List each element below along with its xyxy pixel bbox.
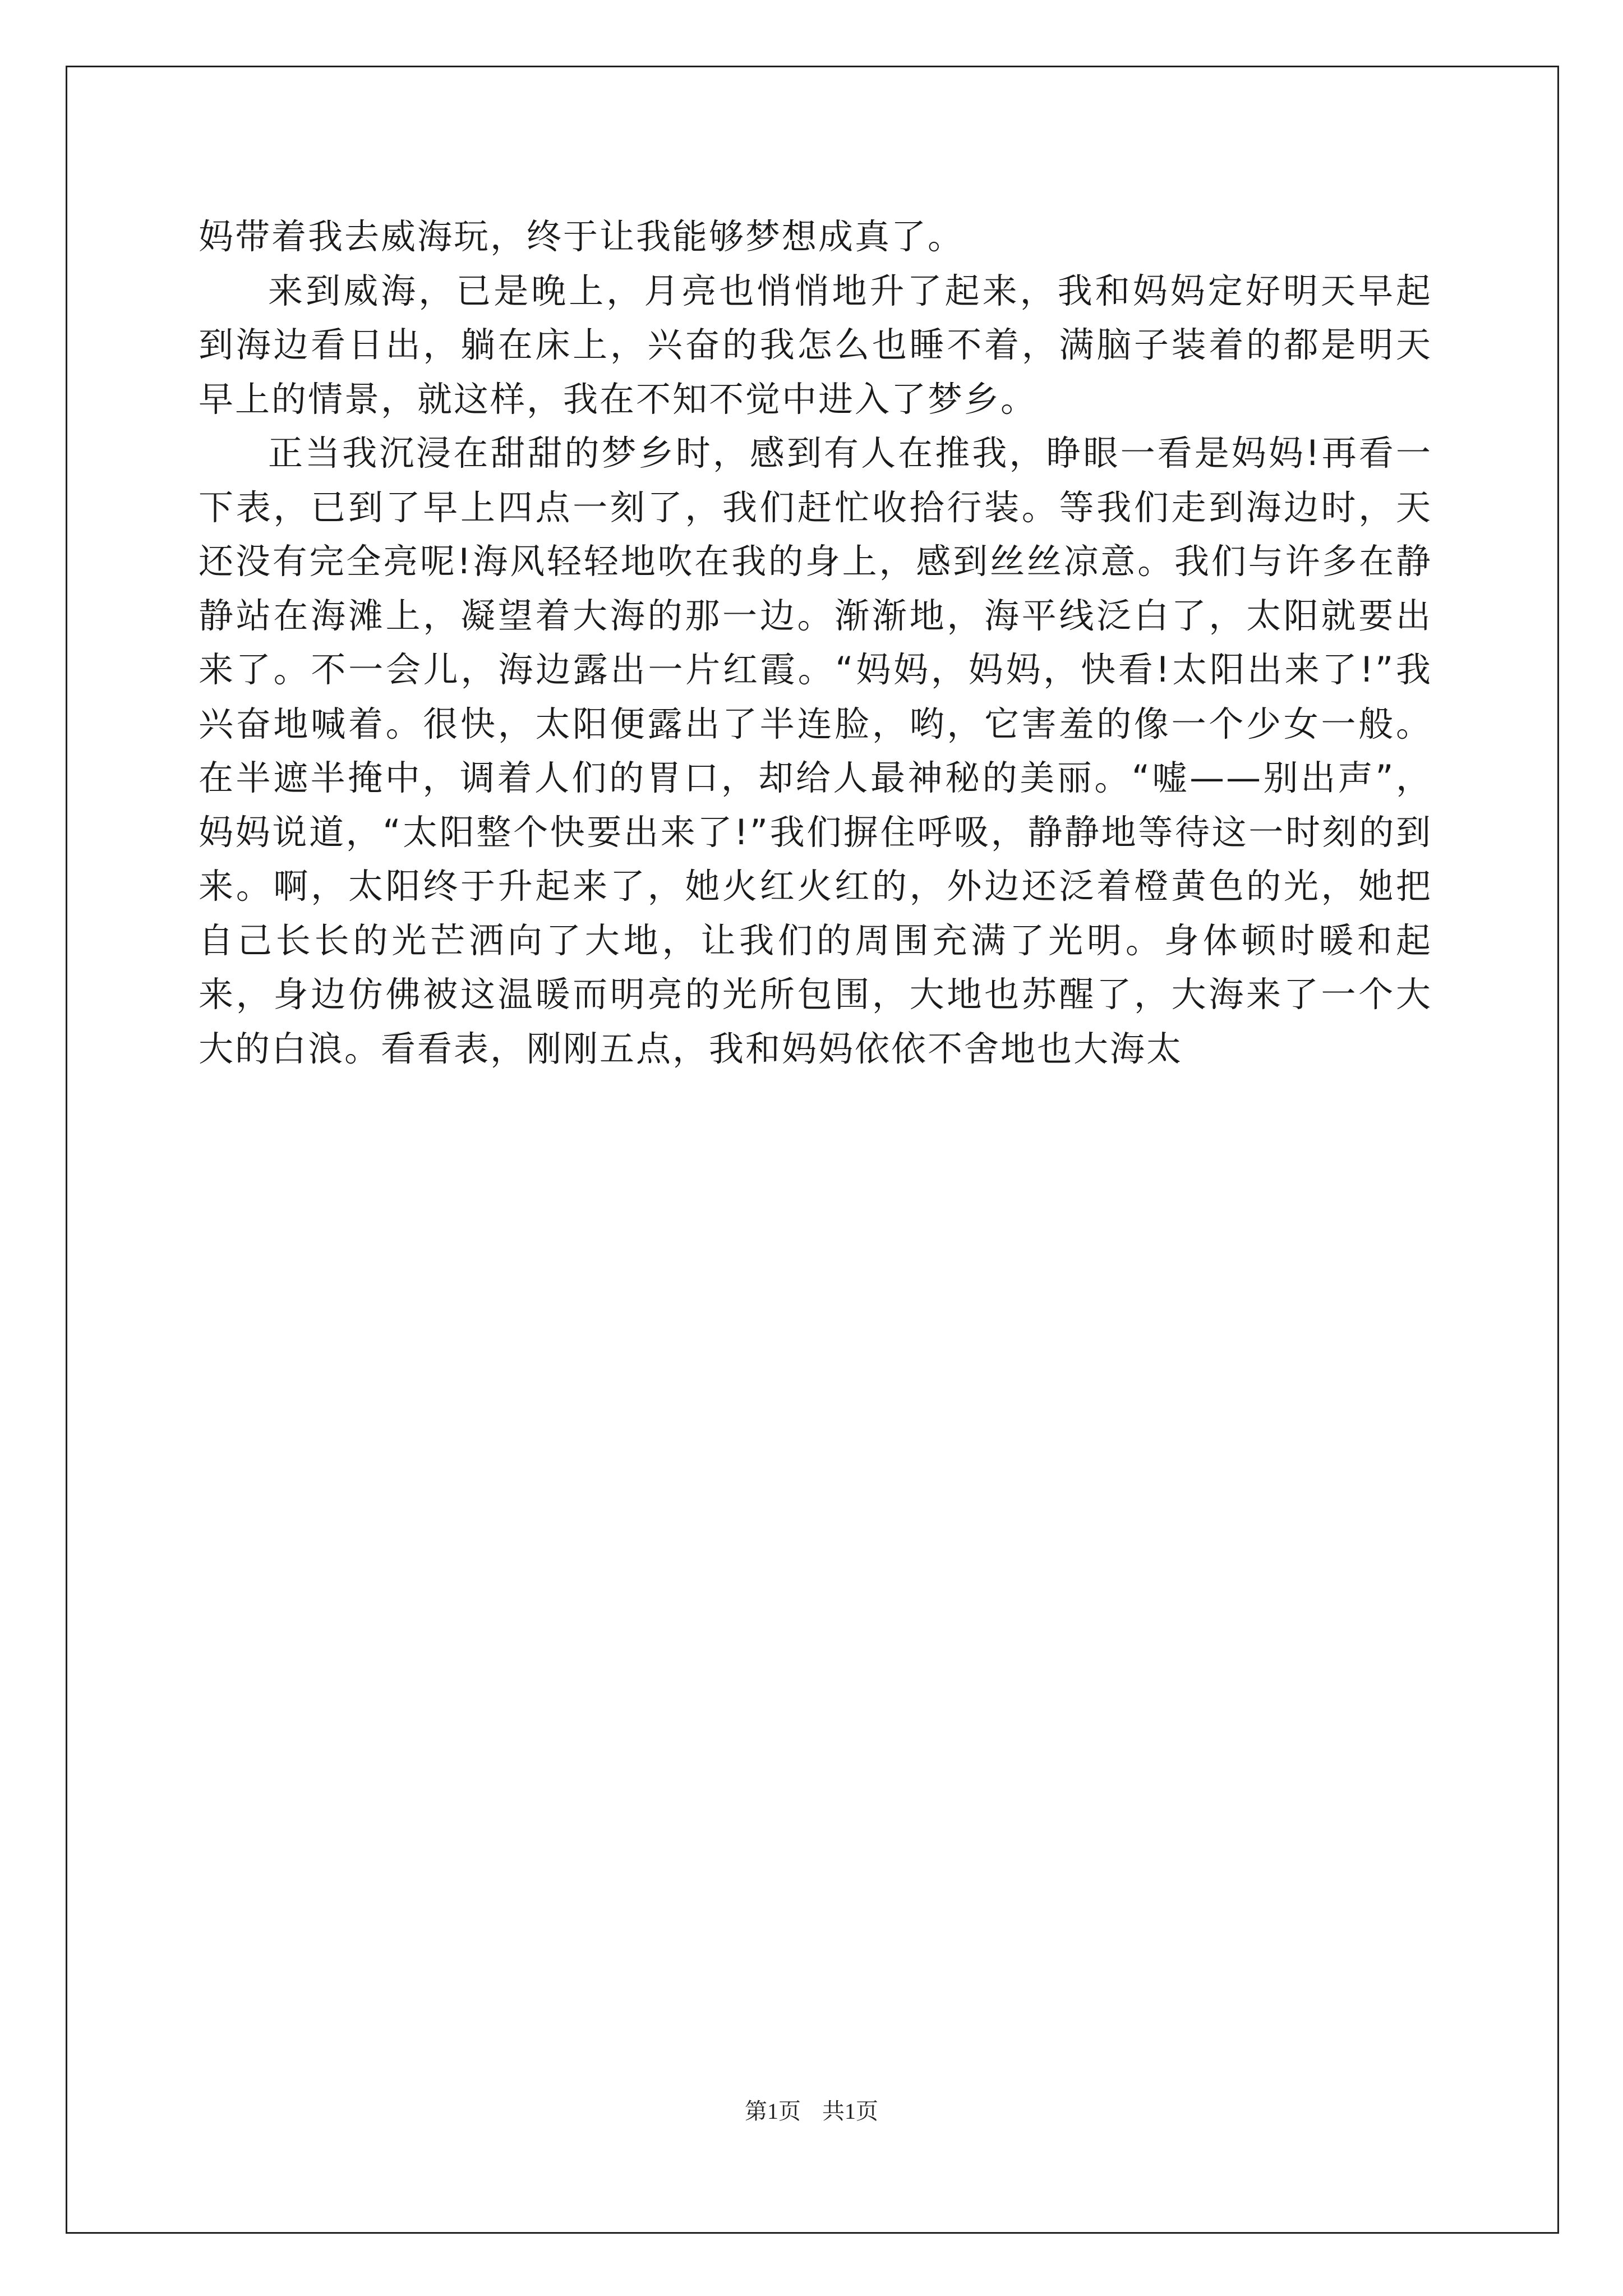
paragraph: 来到威海，已是晚上，月亮也悄悄地升了起来，我和妈妈定好明天早起到海边看日出，躺在床上，兴奋的我怎么也睡不着，满脑子装着的都是明天早上的情景，就这样，我在不知不觉中进入了梦乡。 (199, 270, 1432, 420)
document-body (199, 210, 1432, 1076)
paragraph-continuation: 妈带着我去威海玩，终于让我能够梦想成真了。 (199, 216, 965, 257)
paragraph: 正当我沉浸在甜甜的梦乡时，感到有人在推我，睁眼一看是妈妈!再看一下表，已到了早上四点一刻了，我们赶忙收拾行装。等我们走到海边时，天还没有完全亮呢!海风轻轻地吹在我的身上，感到丝丝凉意。我们与许多在静静站在海滩上，凝望着大海的那一边。渐渐地，海平线泛白了，太阳就要出来了。不一会儿，海边露出一片红霞。“妈妈，妈妈，快看!太阳出来了!”我兴奋地喊着。很快，太阳便露出了半连脸，哟，它害羞的像一个少女一般。在半遮半掩中，调着人们的胃口，却给人最神秘的美丽。“嘘——别出声”，妈妈说道，“太阳整个快要出来了!”我们摒住呼吸，静静地等待这一时刻的到来。啊，太阳终于升起来了，她火红火红的，外边还泛着橙黄色的光，她把自己长长的光芒洒向了大地，让我们的周围充满了光明。身体顿时暖和起来，身边仿佛被这温暖而明亮的光所包围，大地也苏醒了，大海来了一个大大的白浪。看看表，刚刚五点，我和妈妈依依不舍地也大海太 (199, 432, 1432, 1069)
page-footer (0, 2093, 1623, 2125)
page-number: 第1页 (745, 2099, 801, 2124)
page-total: 共1页 (822, 2099, 878, 2124)
